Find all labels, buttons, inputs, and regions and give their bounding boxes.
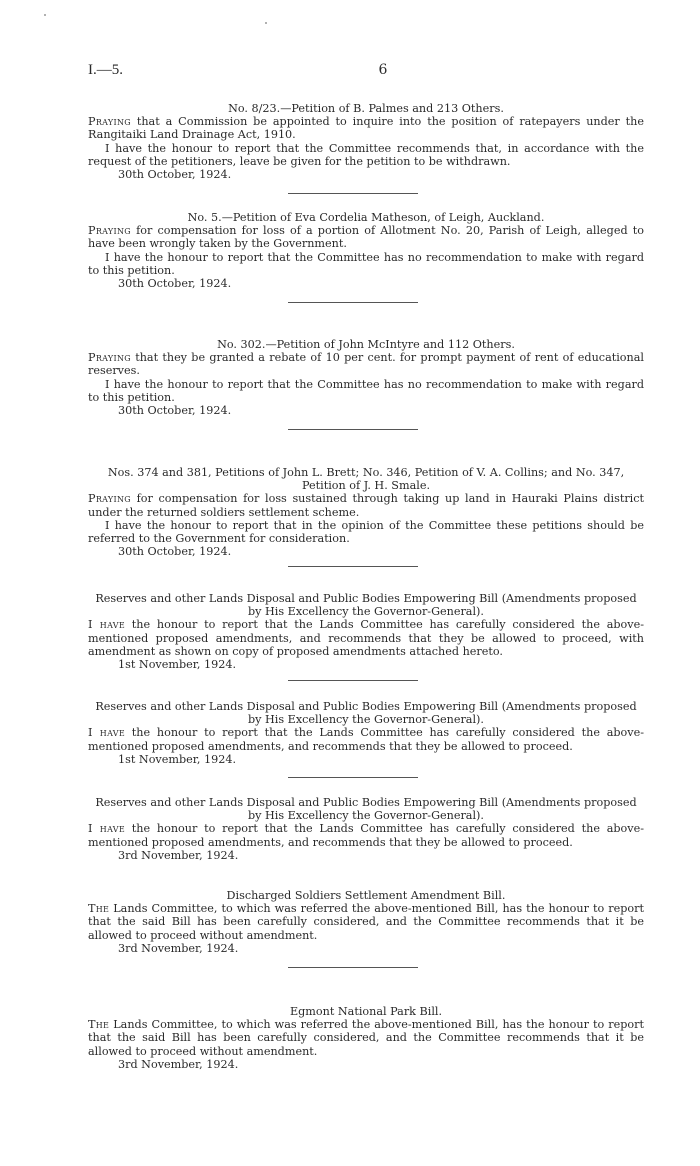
page-number: 6 — [378, 62, 388, 78]
section-body — [88, 902, 644, 942]
section-title: Reserves and other Lands Disposal and Public Bodies Empowering Bill (Amendments proposed by His Excellency the Governor-General). — [95, 700, 637, 727]
lead-text: Lands Committee, to which was referred the above-mentioned Bill, has the honour to report that the said Bill has been carefully considered, and the Committee recommends that it be allowed to proceed without amendment. — [88, 1018, 644, 1058]
bill-section — [88, 700, 644, 766]
section-date: 1st November, 1924. — [118, 658, 237, 672]
section-body — [88, 726, 644, 752]
report-text: I have the honour to report that the Committee recommends that, in accordance with the request of the petitioners, leave be given for the petition to be withdrawn. — [88, 141, 644, 168]
report-text: I have the honour to report that in the opinion of the Committee these petitions should be referred to the Government for consideration. — [88, 518, 644, 546]
lead-word: Praying — [88, 115, 131, 129]
section-date: 30th October, 1924. — [118, 545, 232, 559]
section-body — [88, 822, 644, 848]
section-date: 3rd November, 1924. — [118, 1057, 239, 1071]
lead-word: Praying — [88, 224, 131, 238]
lead-word: Praying — [88, 351, 131, 365]
lead-word: Praying — [88, 492, 131, 506]
section-divider — [288, 193, 418, 194]
section-title: Discharged Soldiers Settlement Amendment Bill. — [226, 889, 506, 902]
section-body — [88, 115, 644, 141]
section-body — [88, 1018, 644, 1058]
petition-section — [88, 466, 644, 558]
scan-speck — [44, 14, 46, 16]
lead-word: I have — [88, 726, 125, 740]
section-title: No. 302.—Petition of John McIntyre and 112 Others. — [217, 338, 515, 351]
lead-word: The — [88, 902, 110, 916]
section-body — [88, 351, 644, 377]
lead-text: that they be granted a rebate of 10 per cent. for prompt payment of rent of educational reserves. — [88, 351, 644, 378]
section-divider — [288, 429, 418, 430]
section-title: Reserves and other Lands Disposal and Public Bodies Empowering Bill (Amendments proposed by His Excellency the Governor-General). — [95, 796, 637, 823]
lead-text: for compensation for loss of a portion of Allotment No. 20, Parish of Leigh, alleged to have been wrongly taken by the Government. — [88, 224, 644, 251]
lead-text: Lands Committee, to which was referred the above-mentioned Bill, has the honour to report that the said Bill has been carefully considered, and the Committee recommends that it be allowed to proceed without amendment. — [88, 902, 644, 942]
scan-speck — [265, 22, 267, 24]
section-divider — [288, 680, 418, 681]
lead-text: the honour to report that the Lands Committee has carefully considered the above-mentioned proposed amendments, and recommends that they be allowed to proceed. — [88, 822, 645, 849]
lead-text: for compensation for loss sustained through taking up land in Hauraki Plains district under the returned soldiers settlement scheme. — [88, 492, 645, 519]
page-header — [88, 62, 640, 86]
document-code: I.—5. — [88, 62, 123, 78]
section-title: No. 5.—Petition of Eva Cordelia Matheson, of Leigh, Auckland. — [187, 211, 545, 224]
petition-section — [88, 338, 644, 417]
petition-section — [88, 211, 644, 290]
section-body — [88, 618, 644, 658]
report-text: I have the honour to report that the Committee has no recommendation to make with regard to this petition. — [88, 377, 644, 404]
section-date: 30th October, 1924. — [118, 277, 232, 291]
bill-section — [88, 889, 644, 955]
section-date: 3rd November, 1924. — [118, 848, 239, 862]
petition-section — [88, 102, 644, 181]
bill-section — [88, 592, 644, 671]
section-title: No. 8/23.—Petition of B. Palmes and 213 Others. — [228, 102, 504, 115]
section-body — [88, 224, 644, 250]
section-title: Egmont National Park Bill. — [289, 1005, 443, 1018]
lead-word: The — [88, 1018, 110, 1032]
section-divider — [288, 967, 418, 968]
lead-text: that a Commission be appointed to inquire into the position of ratepayers under the Rangitaiki Land Drainage Act, 1910. — [88, 115, 644, 142]
bill-section — [88, 1005, 644, 1071]
section-body — [88, 492, 644, 518]
section-date: 3rd November, 1924. — [118, 941, 239, 955]
section-divider — [288, 777, 418, 778]
section-divider — [288, 566, 418, 567]
bill-section — [88, 796, 644, 862]
section-date: 30th October, 1924. — [118, 168, 232, 182]
lead-text: the honour to report that the Lands Committee has carefully considered the above-mentioned proposed amendments, and recommends that they be allowed to proceed. — [88, 726, 645, 753]
section-date: 1st November, 1924. — [118, 752, 237, 766]
lead-word: I have — [88, 822, 125, 836]
section-title: Reserves and other Lands Disposal and Public Bodies Empowering Bill (Amendments proposed by His Excellency the Governor-General). — [95, 592, 637, 619]
section-divider — [288, 302, 418, 303]
section-title: Nos. 374 and 381, Petitions of John L. Brett; No. 346, Petition of V. A. Collins; and No. 347, Petition of J. H. Smale. — [107, 466, 625, 493]
lead-word: I have — [88, 618, 125, 632]
lead-text: the honour to report that the Lands Committee has carefully considered the above-mentioned proposed amendments, and recommends that they be allowed to proceed, with amendment as shown on copy of proposed amendments attached hereto. — [88, 618, 645, 658]
report-text: I have the honour to report that the Committee has no recommendation to make with regard to this petition. — [88, 250, 644, 277]
section-date: 30th October, 1924. — [118, 404, 232, 418]
